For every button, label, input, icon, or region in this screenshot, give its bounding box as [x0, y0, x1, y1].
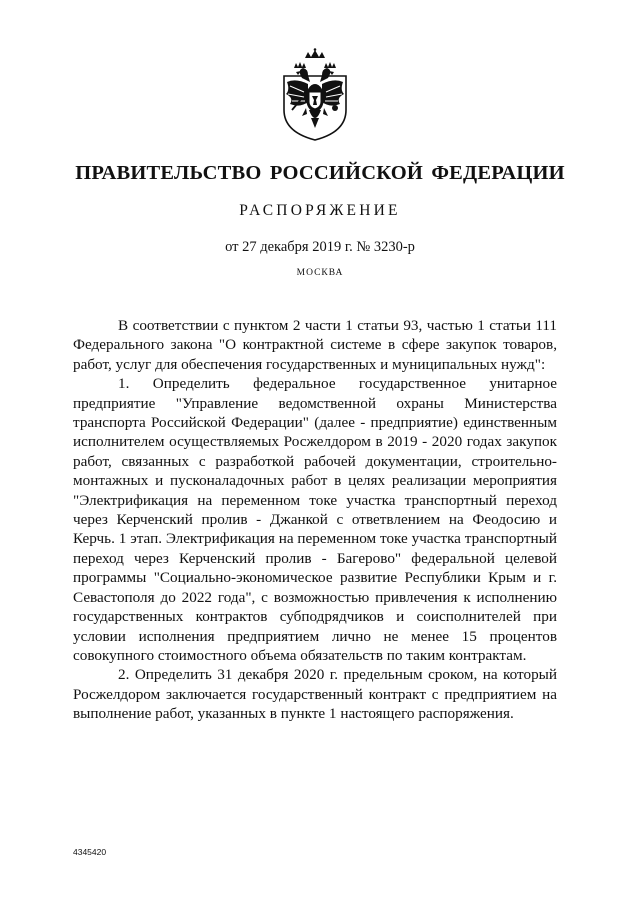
- document-type: РАСПОРЯЖЕНИЕ: [239, 202, 401, 219]
- document-body: [73, 316, 557, 724]
- clause-1-paragraph: 1. Определить федеральное государственное унитарное предприятие "Управление ведомственной охраны Министерства транспорта Российской Федерации" (далее - предприятие) единственным исполнителем осуществляемых Росжелдором в 2019 - 2020 годах закупок работ, связанных с разработкой рабочей документации, строительно-монтажных и пусконаладочных работ в целях реализации мероприятия "Электрификация на переменном токе участка транспортный переход через Керченский пролив - Джанкой с ответвлением на Феодосию и Керчь. 1 этап. Электрификация на переменном токе участка транспортный переход через Керченский пролив - Багерово" федеральной целевой программы "Социально-экономическое развитие Республики Крым и г. Севастополя до 2022 года", с возможностью привлечения к исполнению государственных контрактов субподрядчиков и соисполнителей при условии исполнения предприятием лично не менее 15 процентов совокупного стоимостного объема обязательств по таким контрактам.: [73, 375, 557, 664]
- preamble-paragraph: В соответствии с пунктом 2 части 1 статьи 93, частью 1 статьи 111 Федерального закона "О контрактной системе в сфере закупок товаров, работ, услуг для обеспечения государственных и муниципальных нужд":: [73, 317, 557, 373]
- clause-2-paragraph: 2. Определить 31 декабря 2020 г. предельным сроком, на который Росжелдором заключается государственный контракт с предприятием на выполнение работ, указанных в пункте 1 настоящего распоряжения.: [73, 666, 557, 723]
- government-title: ПРАВИТЕЛЬСТВО РОССИЙСКОЙ ФЕДЕРАЦИИ: [75, 162, 565, 184]
- document-city: МОСКВА: [296, 268, 344, 278]
- russian-coat-of-arms-icon: [272, 48, 358, 144]
- document-date-number: от 27 декабря 2019 г. № 3230-р: [225, 239, 415, 255]
- document-serial-number: 4345420: [73, 847, 107, 857]
